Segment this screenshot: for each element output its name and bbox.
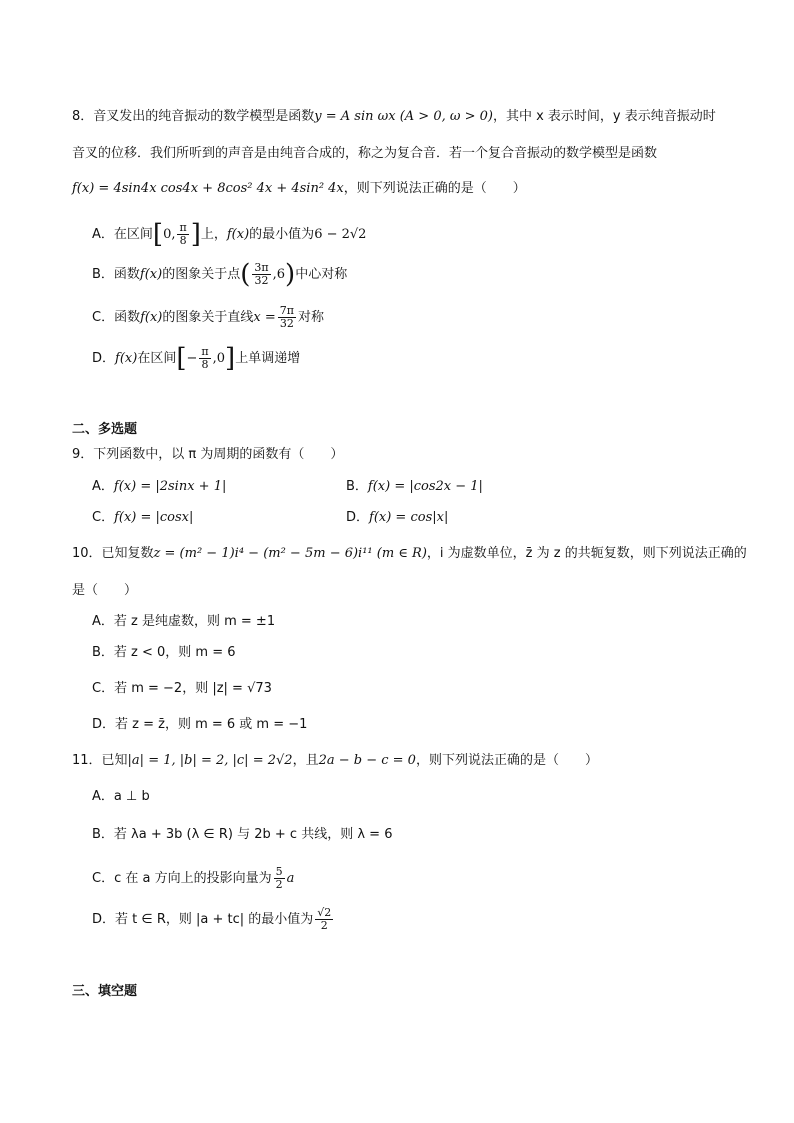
paren-right-icon: )	[285, 259, 296, 290]
q8-option-b-func: f(x)	[139, 267, 163, 282]
q8-option-a-mid: 上，	[200, 227, 227, 242]
fraction-numerator: √2	[317, 906, 332, 919]
q8-option-a-fraction	[177, 222, 188, 247]
q11-option-d	[92, 907, 335, 932]
q8-option-c-text: 的图象关于直线	[162, 310, 254, 325]
q9-option-a	[92, 478, 226, 496]
q9-option-a-formula: f(x) = |2sinx + 1|	[113, 479, 227, 494]
q11-stem-prefix: 11．已知	[72, 753, 128, 768]
q8-option-b-text: 的图象关于点	[162, 267, 241, 282]
q10-stem-line1	[72, 545, 747, 563]
q8-option-a-left: 0,	[163, 227, 176, 242]
q10-option-a: A．若 z 是纯虚数，则 m = ±1	[92, 614, 276, 629]
section-title-multi-choice: 二、多选题	[72, 422, 138, 437]
q8-option-c-prefix: C．函数	[92, 310, 141, 325]
q10-option-c: C．若 m = −2，则 |z| = √73	[92, 681, 272, 696]
q8-option-d-func: f(x)	[115, 351, 138, 366]
fraction-numerator: 5	[275, 865, 283, 878]
q8-formula: f(x) = 4sin4x cos4x + 8cos² 4x + 4sin² 4x	[72, 181, 344, 196]
q8-line2: 音叉的位移．我们所听到的声音是由纯音合成的，称之为复合音．若一个复合音振动的数学模型是函数	[72, 146, 658, 161]
fraction-numerator: π	[201, 345, 209, 358]
q8-option-c-func: f(x)	[140, 310, 163, 325]
q9-option-c-formula: f(x) = |cosx|	[114, 510, 194, 525]
bracket-right-icon: ]	[225, 343, 236, 374]
q8-option-c	[92, 305, 324, 330]
q9-option-b-formula: f(x) = |cos2x − 1|	[367, 479, 483, 494]
q9-option-d-label: D．	[346, 510, 370, 525]
q8-line1-prefix: 8．音叉发出的纯音振动的数学模型是函数	[72, 109, 315, 124]
section-title-fill-in: 三、填空题	[72, 984, 138, 999]
q9-option-b-label: B．	[346, 479, 368, 494]
q9-option-c-label: C．	[92, 510, 115, 525]
q10-stem-suffix: ，i 为虚数单位，z̄ 为 z 的共轭复数，则下列说法正确的	[426, 546, 747, 561]
q11-option-c-fraction	[274, 866, 285, 891]
q10-stem-formula: z = (m² − 1)i⁴ − (m² − 5m − 6)i¹¹ (m ∈ R)	[153, 546, 427, 561]
q8-option-d-suffix: 上单调递增	[235, 351, 301, 366]
q11-stem-suffix: ，则下列说法正确的是（ ）	[415, 753, 598, 768]
q8-option-d-prefix: D．	[92, 351, 116, 366]
fraction-denominator: 8	[201, 358, 209, 371]
q9-option-a-label: A．	[92, 479, 114, 494]
q9-option-c	[92, 509, 193, 527]
q9-option-d	[346, 509, 448, 527]
q10-option-b: B．若 z < 0，则 m = 6	[92, 645, 236, 660]
q8-option-d-minus: −	[186, 351, 198, 366]
q11-option-c-prefix: C．c 在 a 方向上的投影向量为	[92, 871, 272, 886]
paren-left-icon: (	[240, 259, 251, 290]
q8-option-b-prefix: B．函数	[92, 267, 140, 282]
q9-option-d-formula: f(x) = cos|x|	[369, 510, 449, 525]
q10-option-d: D．若 z = z̄，则 m = 6 或 m = −1	[92, 717, 308, 732]
q8-option-d	[92, 343, 301, 374]
fraction-denominator: 2	[275, 878, 283, 891]
q8-option-c-suffix: 对称	[297, 310, 324, 325]
q11-stem-eq: 2a − b − c = 0	[318, 753, 416, 768]
fraction-numerator: π	[179, 221, 187, 234]
q8-option-d-fraction	[199, 346, 210, 371]
q11-option-a: A．a ⊥ b	[92, 789, 150, 804]
q8-line3-suffix: ，则下列说法正确的是（ ）	[343, 181, 526, 196]
fraction-denominator: 32	[279, 317, 294, 330]
q11-option-c-tail: a	[286, 871, 295, 886]
q8-model: y = A sin ωx (A > 0, ω > 0)	[314, 109, 493, 124]
fraction-numerator: 3π	[254, 261, 269, 274]
q11-stem	[72, 752, 598, 770]
bracket-left-icon: [	[152, 219, 164, 250]
q8-option-d-text: 在区间	[137, 351, 177, 366]
q9-option-b	[346, 478, 483, 496]
q8-line1-suffix: ，其中 x 表示时间，y 表示纯音振动时	[492, 109, 716, 124]
q8-option-b-fraction	[252, 262, 270, 287]
bracket-left-icon: [	[176, 343, 187, 374]
q9-stem: 9．下列函数中，以 π 为周期的函数有（ ）	[72, 447, 344, 462]
q8-option-b	[92, 259, 348, 290]
q11-option-c	[92, 866, 294, 891]
q8-option-a-func: f(x)	[226, 227, 250, 242]
q8-option-b-suffix: 中心对称	[295, 267, 348, 282]
fraction-denominator: 2	[320, 919, 328, 932]
fraction-denominator: 32	[254, 274, 269, 287]
q8-option-a-value: 6 − 2√2	[314, 227, 367, 242]
q8-option-c-eq: x =	[253, 310, 276, 325]
q8-line3	[72, 180, 526, 198]
bracket-right-icon: ]	[190, 219, 201, 250]
q11-stem-formula: |a| = 1, |b| = 2, |c| = 2√2	[127, 753, 293, 768]
q8-option-b-tail: ,6	[272, 267, 286, 282]
q11-stem-mid: ，且	[292, 753, 319, 768]
fraction-numerator: 7π	[279, 304, 294, 317]
fraction-denominator: 8	[179, 234, 187, 247]
q8-option-d-right: ,0	[212, 351, 226, 366]
q11-option-b: B．若 λa + 3b (λ ∈ R) 与 2b + c 共线，则 λ = 6	[92, 827, 393, 842]
q8-option-a-text: 的最小值为	[249, 227, 315, 242]
q11-option-d-prefix: D．若 t ∈ R，则 |a + tc| 的最小值为	[92, 912, 314, 927]
q8-option-c-fraction	[278, 305, 296, 330]
q10-stem-line2: 是（ ）	[72, 583, 138, 598]
q8-line1	[72, 108, 716, 126]
q8-option-a-prefix: A．在区间	[92, 227, 153, 242]
q8-option-a	[92, 219, 367, 250]
q10-stem-prefix: 10．已知复数	[72, 546, 154, 561]
q11-option-d-fraction	[315, 907, 333, 932]
